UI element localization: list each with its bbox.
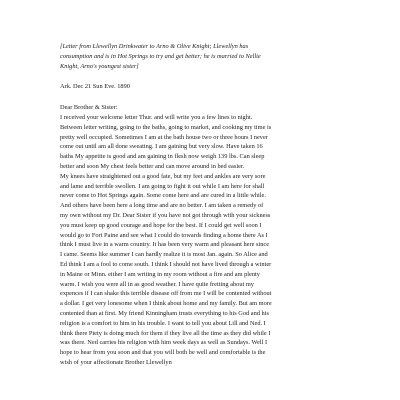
letter-dateline: Ark. Dec 21 Sun Eve. 1890 — [60, 83, 130, 91]
body-line: and lame and terrible swollen. I am going to fight it out while I am here for shall — [60, 182, 265, 190]
body-line: Between letter writing, going to the baths, going to market, and cooking my time is — [60, 123, 272, 131]
body-line: I came. Seems like summer I can hardly realize it is most Jan. again. So Alice and — [60, 251, 268, 259]
body-line: think I must live in a warm country. It has been very warm and pleasant here since — [60, 241, 270, 249]
body-line: My knees have straightened out a good fate, but my feet and ankles are very sore — [60, 172, 266, 180]
body-line: contented than at first. My friend Kinningham trusts everything to his God and his — [60, 309, 269, 317]
body-line: expences if I can shake this terrible disease off from me I will be contented without — [60, 290, 272, 298]
body-line: was there. Ned carries his religion with him week days as well as Sundays. Well I — [60, 339, 268, 347]
body-line: never come to Hot Springs again. Some come here and are cured in a little while. — [60, 192, 266, 200]
editorial-note-line: consumption and is in Hot Springs to try and get better; he is married to Nellie — [60, 52, 261, 60]
body-line: baths My appetite is good and am gaining in flesh now weigh 139 lbs. Can sleep — [60, 153, 265, 161]
editorial-note — [60, 42, 386, 71]
body-line: I received your welcome letter Thur. and will write you a few lines to night. — [60, 113, 253, 121]
body-line: come out until am all done sweating. I am gaining but very slow. Have taken 16 — [60, 143, 263, 151]
body-line: in Maine or Minn. either I am writing in my room without a fire and am plenty — [60, 270, 260, 278]
body-line: better and soon My chest feels better and can move around in bed easier. — [60, 162, 245, 170]
body-line: religion is a comfort to him in his trouble. I want to tell you about Lill and Ned. I — [60, 319, 266, 327]
body-line: Ed think I am a fool to come south. I think I should not have lived through a winter — [60, 260, 272, 268]
body-line: would go to Fort Paine and see what I could do towards finding a home there As I — [60, 231, 268, 239]
editorial-note-line: [Letter from Llewellyn Drinkwater to Arno & Olive Knight; Llewellyn has — [60, 43, 249, 50]
letter-body — [60, 113, 386, 368]
body-line: warm. I wish you were all in as good weather. I have quite fretting about my — [60, 280, 254, 288]
body-line: my own without my Dr. Dear Sister if you have not got through with your sickness — [60, 211, 271, 219]
letter-salutation: Dear Brother & Sister: — [60, 104, 118, 112]
body-line: you must keep up good courage and hope for the best. If I could get well soon I — [60, 221, 262, 229]
body-line: pretty well occupied. Sometimes I am at the bath house two or three hours I never — [60, 133, 268, 141]
body-line: wish of your affectionate Brother Llewellyn — [60, 358, 172, 366]
editorial-note-line: Knight, Arno's youngest sister] — [60, 62, 139, 70]
body-line: think there Piety is doing much for them if they live all the time as they did while I — [60, 329, 271, 337]
body-line: hope to hear from you soon and that you will both be well and comfortable is the — [60, 349, 266, 357]
body-line: And others have been here a long time and are no better. I am taken a remedy of — [60, 202, 264, 210]
body-line: a dollar. I get very lonesome when I think about home and my family. But am more — [60, 300, 272, 308]
